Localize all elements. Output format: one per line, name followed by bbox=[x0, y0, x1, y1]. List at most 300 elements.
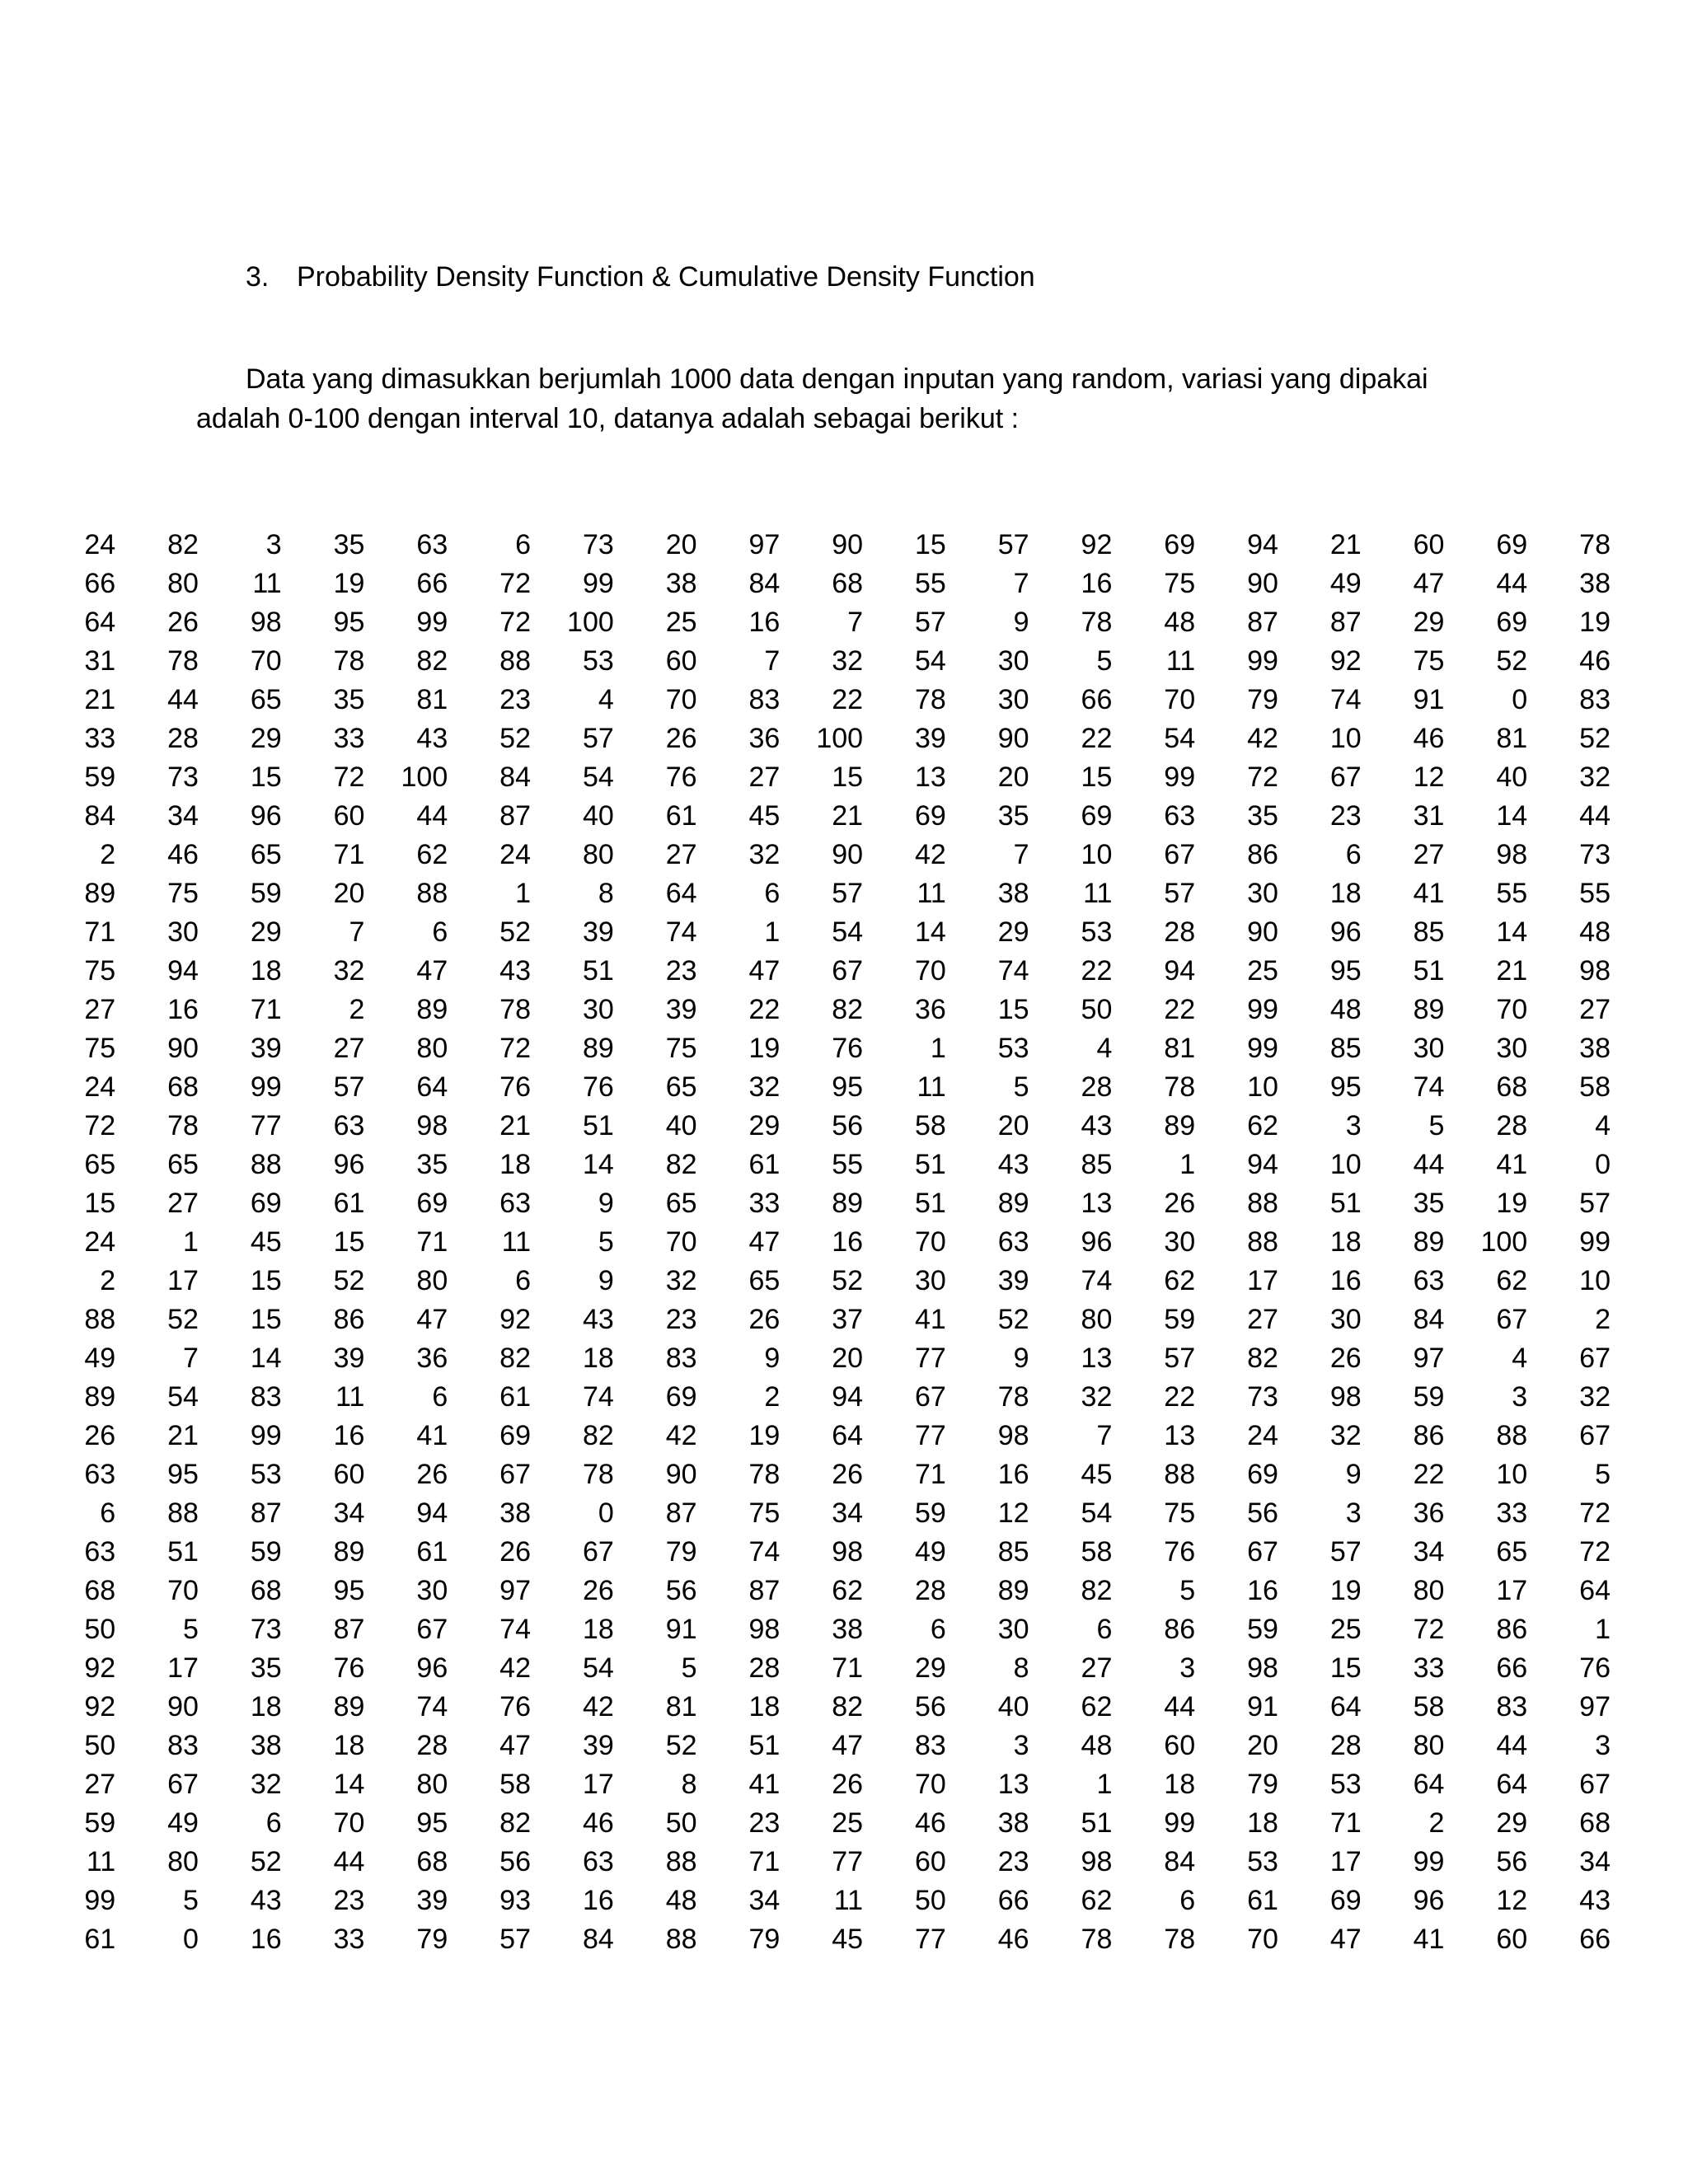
table-cell: 66 bbox=[84, 568, 116, 599]
table-cell: 38 bbox=[832, 1614, 864, 1645]
table-cell: 52 bbox=[250, 1846, 282, 1877]
table-cell: 82 bbox=[832, 1691, 864, 1722]
table-cell: 82 bbox=[499, 1807, 531, 1839]
table-cell: 7 bbox=[183, 1343, 199, 1374]
table-cell: 65 bbox=[665, 1188, 697, 1219]
table-cell: 30 bbox=[167, 916, 199, 948]
table-cell: 91 bbox=[1247, 1691, 1278, 1722]
table-cell: 56 bbox=[665, 1575, 697, 1606]
table-cell: 66 bbox=[1496, 1652, 1528, 1684]
table-cell: 64 bbox=[1579, 1575, 1611, 1606]
table-cell: 27 bbox=[167, 1188, 199, 1219]
table-cell: 51 bbox=[915, 1188, 946, 1219]
section-title: Probability Density Function & Cumulative Density Function bbox=[297, 261, 1035, 293]
table-cell: 30 bbox=[1329, 1304, 1362, 1335]
table-cell: 74 bbox=[416, 1691, 448, 1722]
table-cell: 64 bbox=[84, 607, 116, 638]
table-cell: 21 bbox=[499, 1110, 531, 1141]
table-cell: 80 bbox=[167, 568, 199, 599]
table-cell: 7 bbox=[847, 607, 864, 638]
table-cell: 49 bbox=[1329, 568, 1362, 599]
table-cell: 83 bbox=[748, 684, 781, 715]
table-cell: 21 bbox=[84, 684, 116, 715]
table-cell: 64 bbox=[1413, 1769, 1445, 1800]
table-row bbox=[74, 758, 1611, 797]
table-cell: 32 bbox=[665, 1265, 697, 1296]
table-cell: 1 bbox=[1179, 1149, 1196, 1180]
table-cell: 66 bbox=[997, 1885, 1029, 1916]
table-cell: 51 bbox=[167, 1536, 199, 1568]
table-cell: 34 bbox=[832, 1497, 864, 1529]
table-cell: 78 bbox=[1164, 1071, 1196, 1103]
table-cell: 96 bbox=[333, 1149, 365, 1180]
table-cell: 96 bbox=[1081, 1226, 1113, 1258]
table-cell: 56 bbox=[832, 1110, 864, 1141]
table-cell: 98 bbox=[250, 607, 282, 638]
table-cell: 81 bbox=[1164, 1033, 1196, 1064]
table-cell: 54 bbox=[582, 762, 614, 793]
paragraph-line-1: Data yang dimasukkan berjumlah 1000 data dengan inputan yang random, variasi yang dipakai bbox=[246, 363, 1428, 395]
table-cell: 33 bbox=[1413, 1652, 1445, 1684]
table-cell: 20 bbox=[997, 1110, 1029, 1141]
table-cell: 57 bbox=[1329, 1536, 1362, 1568]
table-cell: 13 bbox=[1081, 1343, 1113, 1374]
table-cell: 26 bbox=[499, 1536, 531, 1568]
table-cell: 75 bbox=[665, 1033, 697, 1064]
table-cell: 65 bbox=[250, 684, 282, 715]
table-cell: 54 bbox=[1081, 1497, 1113, 1529]
table-cell: 99 bbox=[1164, 1807, 1196, 1839]
table-cell: 53 bbox=[997, 1033, 1029, 1064]
table-cell: 48 bbox=[665, 1885, 697, 1916]
table-cell: 59 bbox=[1413, 1381, 1445, 1413]
table-cell: 27 bbox=[1413, 839, 1445, 870]
table-cell: 92 bbox=[499, 1304, 531, 1335]
table-cell: 27 bbox=[665, 839, 697, 870]
table-row bbox=[74, 1494, 1611, 1533]
table-cell: 88 bbox=[167, 1497, 199, 1529]
table-cell: 57 bbox=[582, 723, 614, 754]
table-cell: 15 bbox=[250, 762, 282, 793]
table-cell: 44 bbox=[1496, 568, 1528, 599]
table-cell: 15 bbox=[250, 1304, 282, 1335]
table-cell: 15 bbox=[250, 1265, 282, 1296]
table-cell: 46 bbox=[167, 839, 199, 870]
table-cell: 77 bbox=[832, 1846, 864, 1877]
table-cell: 70 bbox=[167, 1575, 199, 1606]
table-cell: 46 bbox=[1413, 723, 1445, 754]
table-row bbox=[74, 1107, 1611, 1146]
table-cell: 67 bbox=[1579, 1343, 1611, 1374]
table-cell: 58 bbox=[499, 1769, 531, 1800]
table-cell: 35 bbox=[250, 1652, 282, 1684]
table-cell: 3 bbox=[1013, 1730, 1029, 1761]
table-cell: 77 bbox=[915, 1420, 946, 1451]
table-cell: 35 bbox=[997, 800, 1029, 832]
table-cell: 63 bbox=[997, 1226, 1029, 1258]
table-cell: 92 bbox=[84, 1652, 116, 1684]
table-cell: 15 bbox=[997, 994, 1029, 1025]
table-cell: 82 bbox=[665, 1149, 697, 1180]
table-cell: 62 bbox=[1496, 1265, 1528, 1296]
table-cell: 34 bbox=[333, 1497, 365, 1529]
table-cell: 69 bbox=[1496, 529, 1528, 560]
table-cell: 44 bbox=[416, 800, 448, 832]
table-cell: 68 bbox=[1579, 1807, 1611, 1839]
table-cell: 80 bbox=[167, 1846, 199, 1877]
table-cell: 95 bbox=[1329, 955, 1362, 987]
table-cell: 70 bbox=[250, 645, 282, 677]
table-cell: 67 bbox=[582, 1536, 614, 1568]
table-cell: 16 bbox=[333, 1420, 365, 1451]
table-cell: 1 bbox=[183, 1226, 199, 1258]
table-row bbox=[74, 1804, 1611, 1843]
table-cell: 76 bbox=[499, 1691, 531, 1722]
table-row bbox=[74, 874, 1611, 913]
table-cell: 96 bbox=[1413, 1885, 1445, 1916]
table-cell: 70 bbox=[915, 955, 946, 987]
table-cell: 15 bbox=[84, 1188, 116, 1219]
table-cell: 86 bbox=[1164, 1614, 1196, 1645]
table-cell: 39 bbox=[582, 1730, 614, 1761]
table-cell: 1 bbox=[1096, 1769, 1113, 1800]
table-cell: 84 bbox=[748, 568, 781, 599]
table-cell: 82 bbox=[832, 994, 864, 1025]
table-cell: 89 bbox=[1413, 994, 1445, 1025]
table-cell: 70 bbox=[1164, 684, 1196, 715]
table-cell: 26 bbox=[582, 1575, 614, 1606]
table-cell: 87 bbox=[665, 1497, 697, 1529]
table-cell: 69 bbox=[1496, 607, 1528, 638]
table-cell: 70 bbox=[915, 1769, 946, 1800]
table-cell: 40 bbox=[1496, 762, 1528, 793]
table-cell: 61 bbox=[333, 1188, 365, 1219]
table-cell: 32 bbox=[832, 645, 864, 677]
table-cell: 38 bbox=[997, 878, 1029, 909]
table-cell: 28 bbox=[167, 723, 199, 754]
table-cell: 46 bbox=[997, 1924, 1029, 1955]
table-cell: 21 bbox=[167, 1420, 199, 1451]
table-cell: 30 bbox=[582, 994, 614, 1025]
table-cell: 94 bbox=[1247, 529, 1278, 560]
table-cell: 56 bbox=[1496, 1846, 1528, 1877]
table-cell: 7 bbox=[764, 645, 781, 677]
table-cell: 42 bbox=[1247, 723, 1278, 754]
table-cell: 70 bbox=[1247, 1924, 1278, 1955]
table-cell: 66 bbox=[416, 568, 448, 599]
table-cell: 44 bbox=[1496, 1730, 1528, 1761]
table-cell: 14 bbox=[333, 1769, 365, 1800]
table-cell: 64 bbox=[832, 1420, 864, 1451]
table-cell: 40 bbox=[997, 1691, 1029, 1722]
table-cell: 71 bbox=[1329, 1807, 1362, 1839]
table-cell: 85 bbox=[1413, 916, 1445, 948]
table-cell: 90 bbox=[1247, 568, 1278, 599]
table-cell: 69 bbox=[416, 1188, 448, 1219]
table-cell: 70 bbox=[915, 1226, 946, 1258]
table-cell: 73 bbox=[167, 762, 199, 793]
table-cell: 84 bbox=[1413, 1304, 1445, 1335]
table-cell: 14 bbox=[250, 1343, 282, 1374]
table-cell: 24 bbox=[84, 1071, 116, 1103]
table-cell: 71 bbox=[748, 1846, 781, 1877]
table-cell: 4 bbox=[1512, 1343, 1528, 1374]
table-cell: 78 bbox=[167, 1110, 199, 1141]
table-cell: 67 bbox=[1247, 1536, 1278, 1568]
table-cell: 18 bbox=[250, 955, 282, 987]
table-cell: 36 bbox=[915, 994, 946, 1025]
table-cell: 11 bbox=[501, 1226, 531, 1258]
table-cell: 51 bbox=[1413, 955, 1445, 987]
table-cell: 28 bbox=[748, 1652, 781, 1684]
table-cell: 59 bbox=[250, 878, 282, 909]
table-cell: 75 bbox=[748, 1497, 781, 1529]
table-cell: 8 bbox=[681, 1769, 697, 1800]
table-cell: 51 bbox=[582, 1110, 614, 1141]
table-cell: 35 bbox=[333, 529, 365, 560]
table-cell: 84 bbox=[84, 800, 116, 832]
table-row bbox=[74, 1765, 1611, 1804]
table-cell: 75 bbox=[1164, 568, 1196, 599]
table-cell: 87 bbox=[748, 1575, 781, 1606]
table-cell: 99 bbox=[1413, 1846, 1445, 1877]
table-cell: 89 bbox=[582, 1033, 614, 1064]
table-cell: 56 bbox=[499, 1846, 531, 1877]
table-cell: 100 bbox=[567, 607, 614, 638]
table-cell: 100 bbox=[816, 723, 864, 754]
table-cell: 85 bbox=[997, 1536, 1029, 1568]
table-cell: 57 bbox=[832, 878, 864, 909]
table-cell: 22 bbox=[1081, 723, 1113, 754]
table-row bbox=[74, 1029, 1611, 1068]
table-cell: 46 bbox=[582, 1807, 614, 1839]
table-cell: 32 bbox=[748, 839, 781, 870]
table-cell: 35 bbox=[333, 684, 365, 715]
table-cell: 5 bbox=[1013, 1071, 1029, 1103]
table-cell: 91 bbox=[1413, 684, 1445, 715]
table-cell: 74 bbox=[582, 1381, 614, 1413]
table-cell: 94 bbox=[1247, 1149, 1278, 1180]
table-cell: 0 bbox=[598, 1497, 614, 1529]
table-cell: 33 bbox=[748, 1188, 781, 1219]
table-cell: 50 bbox=[665, 1807, 697, 1839]
table-cell: 51 bbox=[748, 1730, 781, 1761]
table-cell: 0 bbox=[183, 1924, 199, 1955]
table-cell: 95 bbox=[416, 1807, 448, 1839]
table-cell: 16 bbox=[167, 994, 199, 1025]
table-cell: 45 bbox=[832, 1924, 864, 1955]
table-cell: 61 bbox=[416, 1536, 448, 1568]
table-cell: 20 bbox=[1247, 1730, 1278, 1761]
table-cell: 19 bbox=[748, 1420, 781, 1451]
table-cell: 6 bbox=[432, 1381, 448, 1413]
table-cell: 78 bbox=[333, 645, 365, 677]
table-cell: 96 bbox=[416, 1652, 448, 1684]
section-number: 3. bbox=[246, 261, 270, 293]
table-cell: 54 bbox=[167, 1381, 199, 1413]
table-cell: 81 bbox=[665, 1691, 697, 1722]
table-cell: 49 bbox=[84, 1343, 116, 1374]
table-cell: 51 bbox=[1329, 1188, 1362, 1219]
table-cell: 74 bbox=[1413, 1071, 1445, 1103]
table-cell: 39 bbox=[582, 916, 614, 948]
table-cell: 83 bbox=[665, 1343, 697, 1374]
table-cell: 2 bbox=[349, 994, 365, 1025]
table-cell: 43 bbox=[997, 1149, 1029, 1180]
table-cell: 30 bbox=[1247, 878, 1278, 909]
table-cell: 52 bbox=[1496, 645, 1528, 677]
table-cell: 67 bbox=[416, 1614, 448, 1645]
table-cell: 55 bbox=[1496, 878, 1528, 909]
table-cell: 34 bbox=[1413, 1536, 1445, 1568]
table-cell: 26 bbox=[832, 1769, 864, 1800]
table-cell: 5 bbox=[598, 1226, 614, 1258]
table-cell: 54 bbox=[1164, 723, 1196, 754]
table-row bbox=[74, 1572, 1611, 1610]
table-cell: 1 bbox=[1595, 1614, 1611, 1645]
table-cell: 61 bbox=[499, 1381, 531, 1413]
table-cell: 67 bbox=[1329, 762, 1362, 793]
table-cell: 27 bbox=[1081, 1652, 1113, 1684]
table-cell: 89 bbox=[1164, 1110, 1196, 1141]
table-cell: 20 bbox=[665, 529, 697, 560]
table-cell: 62 bbox=[832, 1575, 864, 1606]
table-row bbox=[74, 1146, 1611, 1184]
table-cell: 5 bbox=[681, 1652, 697, 1684]
table-cell: 30 bbox=[915, 1265, 946, 1296]
table-cell: 28 bbox=[1081, 1071, 1113, 1103]
table-cell: 25 bbox=[1247, 955, 1278, 987]
table-cell: 61 bbox=[1247, 1885, 1278, 1916]
table-cell: 90 bbox=[832, 529, 864, 560]
table-cell: 48 bbox=[1329, 994, 1362, 1025]
table-cell: 28 bbox=[1329, 1730, 1362, 1761]
table-cell: 11 bbox=[1165, 645, 1196, 677]
table-cell: 91 bbox=[665, 1614, 697, 1645]
table-cell: 30 bbox=[997, 1614, 1029, 1645]
table-cell: 72 bbox=[499, 607, 531, 638]
table-cell: 77 bbox=[915, 1924, 946, 1955]
table-row bbox=[74, 1455, 1611, 1494]
table-cell: 45 bbox=[748, 800, 781, 832]
table-cell: 70 bbox=[665, 1226, 697, 1258]
table-cell: 2 bbox=[100, 1265, 116, 1296]
table-cell: 60 bbox=[915, 1846, 946, 1877]
table-cell: 61 bbox=[748, 1149, 781, 1180]
table-cell: 13 bbox=[997, 1769, 1029, 1800]
paragraph-line-2: adalah 0-100 dengan interval 10, datanya adalah sebagai berikut : bbox=[196, 403, 1020, 434]
table-cell: 76 bbox=[333, 1652, 365, 1684]
table-cell: 17 bbox=[167, 1265, 199, 1296]
table-cell: 98 bbox=[1247, 1652, 1278, 1684]
table-cell: 74 bbox=[997, 955, 1029, 987]
table-cell: 5 bbox=[1179, 1575, 1196, 1606]
table-cell: 1 bbox=[930, 1033, 946, 1064]
table-cell: 47 bbox=[499, 1730, 531, 1761]
table-row bbox=[74, 1068, 1611, 1107]
table-cell: 23 bbox=[997, 1846, 1029, 1877]
table-cell: 5 bbox=[183, 1614, 199, 1645]
table-cell: 54 bbox=[582, 1652, 614, 1684]
table-cell: 11 bbox=[917, 878, 946, 909]
table-cell: 29 bbox=[997, 916, 1029, 948]
table-cell: 79 bbox=[1247, 1769, 1278, 1800]
table-row bbox=[74, 1727, 1611, 1765]
table-cell: 6 bbox=[1345, 839, 1362, 870]
table-cell: 38 bbox=[997, 1807, 1029, 1839]
table-cell: 21 bbox=[832, 800, 864, 832]
table-cell: 6 bbox=[515, 1265, 531, 1296]
table-cell: 27 bbox=[333, 1033, 365, 1064]
table-cell: 56 bbox=[1247, 1497, 1278, 1529]
table-cell: 5 bbox=[1595, 1459, 1611, 1490]
table-cell: 13 bbox=[1081, 1188, 1113, 1219]
table-cell: 78 bbox=[499, 994, 531, 1025]
table-cell: 54 bbox=[832, 916, 864, 948]
table-cell: 62 bbox=[1247, 1110, 1278, 1141]
table-cell: 22 bbox=[1081, 955, 1113, 987]
table-cell: 7 bbox=[1096, 1420, 1113, 1451]
table-cell: 62 bbox=[1164, 1265, 1196, 1296]
table-cell: 16 bbox=[1247, 1575, 1278, 1606]
table-cell: 71 bbox=[250, 994, 282, 1025]
table-cell: 23 bbox=[1329, 800, 1362, 832]
table-cell: 92 bbox=[1081, 529, 1113, 560]
table-cell: 7 bbox=[1013, 568, 1029, 599]
table-cell: 59 bbox=[84, 762, 116, 793]
data-table-body bbox=[74, 526, 1611, 1959]
table-cell: 18 bbox=[333, 1730, 365, 1761]
table-cell: 57 bbox=[997, 529, 1029, 560]
table-cell: 88 bbox=[84, 1304, 116, 1335]
table-row bbox=[74, 603, 1611, 642]
table-cell: 0 bbox=[1595, 1149, 1611, 1180]
table-cell: 47 bbox=[416, 1304, 448, 1335]
table-row bbox=[74, 565, 1611, 603]
table-cell: 89 bbox=[333, 1536, 365, 1568]
table-cell: 63 bbox=[84, 1536, 116, 1568]
table-cell: 14 bbox=[915, 916, 946, 948]
table-cell: 71 bbox=[832, 1652, 864, 1684]
table-cell: 72 bbox=[1579, 1497, 1611, 1529]
table-cell: 76 bbox=[665, 762, 697, 793]
table-cell: 88 bbox=[1164, 1459, 1196, 1490]
table-cell: 3 bbox=[1179, 1652, 1196, 1684]
table-cell: 78 bbox=[582, 1459, 614, 1490]
table-cell: 53 bbox=[1081, 916, 1113, 948]
table-cell: 41 bbox=[416, 1420, 448, 1451]
table-cell: 6 bbox=[764, 878, 781, 909]
table-cell: 90 bbox=[832, 839, 864, 870]
table-cell: 47 bbox=[832, 1730, 864, 1761]
table-cell: 67 bbox=[1496, 1304, 1528, 1335]
table-cell: 8 bbox=[598, 878, 614, 909]
table-cell: 65 bbox=[167, 1149, 199, 1180]
table-cell: 80 bbox=[582, 839, 614, 870]
table-cell: 32 bbox=[748, 1071, 781, 1103]
table-cell: 92 bbox=[1329, 645, 1362, 677]
table-cell: 44 bbox=[333, 1846, 365, 1877]
table-cell: 6 bbox=[100, 1497, 116, 1529]
table-cell: 36 bbox=[748, 723, 781, 754]
table-cell: 68 bbox=[250, 1575, 282, 1606]
table-cell: 10 bbox=[1579, 1265, 1611, 1296]
table-cell: 80 bbox=[416, 1033, 448, 1064]
table-cell: 68 bbox=[1496, 1071, 1528, 1103]
table-cell: 13 bbox=[915, 762, 946, 793]
table-cell: 88 bbox=[499, 645, 531, 677]
table-cell: 65 bbox=[1496, 1536, 1528, 1568]
